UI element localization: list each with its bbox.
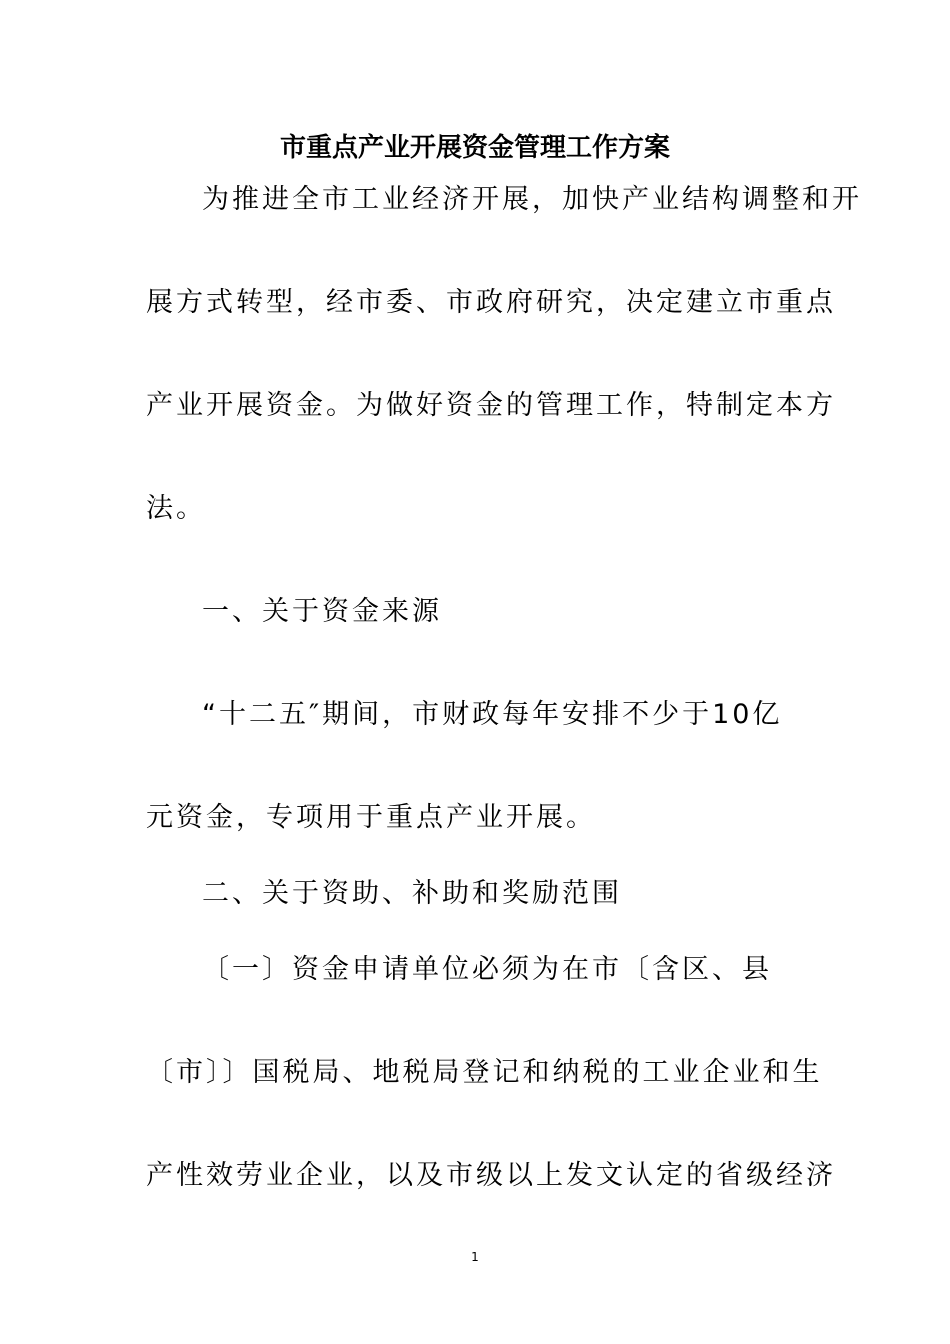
text-line: 〔市〕〕国税局、地税局登记和纳税的工业企业和生 <box>146 1057 823 1088</box>
text-line: 〔一〕资金申请单位必须为在市〔含区、县 <box>202 954 772 985</box>
section-heading-1: 一、关于资金来源 <box>202 596 442 627</box>
text-line: 元资金，专项用于重点产业开展。 <box>146 802 596 833</box>
intro-paragraph <box>146 178 862 531</box>
text-line: “十二五″期间，市财政每年安排不少于10亿 <box>202 699 783 730</box>
text-line: 法。 <box>146 493 206 524</box>
funding-paragraph <box>146 693 806 840</box>
page-number: 1 <box>471 1250 479 1264</box>
section-heading <box>146 872 806 916</box>
document-title: 市重点产业开展资金管理工作方案 <box>279 133 670 163</box>
text-line: 产性效劳业企业，以及市级以上发文认定的省级经济 <box>146 1160 836 1191</box>
eligibility-paragraph <box>146 948 836 1198</box>
text-line: 为推进全市工业经济开展，加快产业结构调整和开 <box>202 184 862 215</box>
document-body <box>146 178 862 1198</box>
section-heading <box>146 590 806 634</box>
text-line: 产业开展资金。为做好资金的管理工作，特制定本方 <box>146 390 836 421</box>
section-heading-2: 二、关于资助、补助和奖励范围 <box>202 878 622 909</box>
text-line: 展方式转型，经市委、市政府研究，决定建立市重点 <box>146 287 836 318</box>
